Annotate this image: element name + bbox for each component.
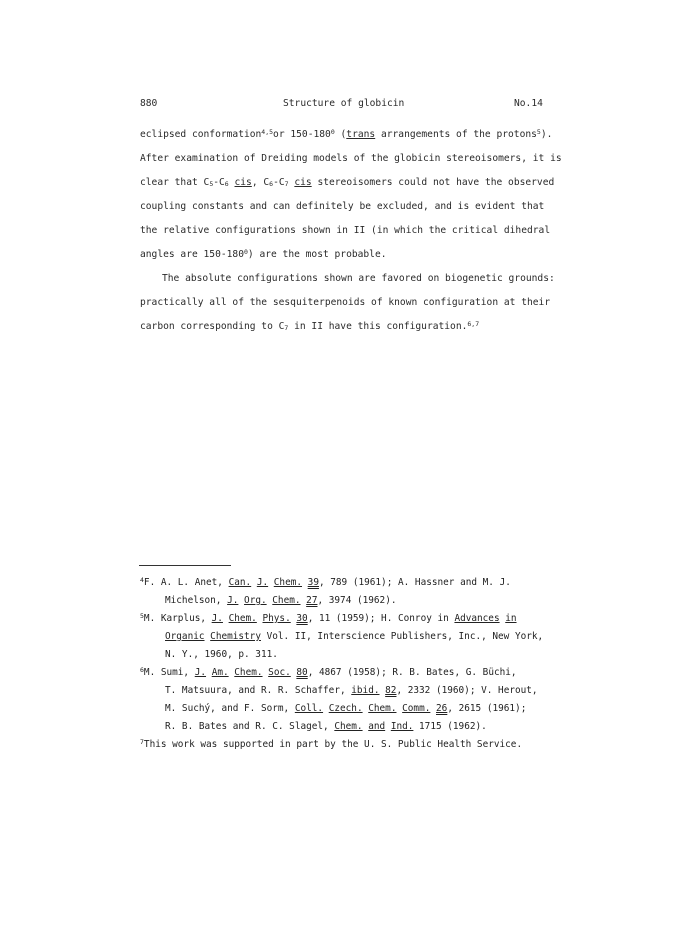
subscript: 6: [269, 180, 274, 188]
italic-term: cis: [294, 177, 312, 188]
degree: 0: [243, 248, 248, 256]
journal: Chem.: [228, 613, 257, 624]
body-line-9: [140, 321, 479, 333]
body-line-2: After examination of Dreiding models of the globicin stereoisomers, it is: [140, 153, 562, 164]
text: This work was supported in part by the U. S. Public Health Service.: [143, 739, 523, 750]
text: carbon corresponding to C: [140, 321, 285, 332]
text: , 2615 (1961);: [447, 703, 527, 714]
text: , 2332 (1960); V. Herout,: [396, 685, 538, 696]
text: M. Sumi,: [143, 667, 195, 678]
body-line-6: [140, 249, 387, 261]
text: clear that C: [140, 177, 210, 188]
italic-term: trans: [346, 129, 376, 140]
text: 1715 (1962).: [413, 721, 487, 732]
body-line-7: The absolute configurations shown are favored on biogenetic grounds:: [162, 273, 555, 284]
journal: Chem.: [234, 667, 263, 678]
text: M. Suchý, and F. Sorm,: [165, 703, 295, 714]
journal: Phys.: [262, 613, 291, 624]
footnote-6-line-3: [165, 703, 526, 715]
journal: Org.: [244, 595, 267, 606]
journal: ibid.: [351, 685, 380, 696]
journal: J.: [211, 613, 223, 624]
text: M. Karplus,: [143, 613, 212, 624]
italic-term: cis: [234, 177, 252, 188]
footnote-6-line-4: [165, 721, 487, 733]
journal: Chem.: [273, 577, 303, 588]
volume: 26: [436, 703, 448, 714]
volume: 30: [296, 613, 308, 624]
text: , 3974 (1962).: [317, 595, 397, 606]
volume: 80: [296, 667, 308, 678]
book-title: in: [505, 613, 517, 624]
citation: 5: [536, 128, 541, 136]
running-title: Structure of globicin: [283, 98, 405, 109]
text: , C: [251, 177, 270, 188]
book-title: Chemistry: [210, 631, 261, 642]
subscript: 6: [224, 180, 229, 188]
body-line-3: [140, 177, 554, 189]
journal: J.: [194, 667, 207, 678]
subscript: 7: [284, 180, 289, 188]
journal: Chem.: [334, 721, 363, 732]
text: , 789 (1961); A. Hassner and M. J.: [318, 577, 511, 588]
text: or 150-180: [273, 129, 331, 140]
journal: and: [368, 721, 386, 732]
journal: Comm.: [402, 703, 431, 714]
body-line-8: practically all of the sesquiterpenoids of known configuration at their: [140, 297, 551, 308]
subscript: 5: [209, 180, 214, 188]
footnote-5-line-1: [140, 613, 517, 625]
text: -C: [273, 177, 285, 188]
text: T. Matsuura, and R. R. Schaffer,: [165, 685, 352, 696]
footnote-6-line-2: [165, 685, 538, 697]
footnote-4-line-1: [140, 577, 511, 589]
text: , 4867 (1958); R. B. Bates, G. Büchi,: [307, 667, 517, 678]
footnote-4-line-2: [165, 595, 397, 607]
text: ) are the most probable.: [247, 249, 387, 260]
text: , 11 (1959); H. Conroy in: [307, 613, 455, 624]
text: (: [334, 129, 347, 140]
issue-number: No.14: [514, 98, 543, 109]
journal: Chem.: [368, 703, 397, 714]
text: -C: [213, 177, 225, 188]
journal: Can.: [228, 577, 252, 588]
footnote-6-line-1: [140, 667, 517, 679]
journal: Am.: [211, 667, 229, 678]
footnote-mark: 4: [140, 576, 144, 584]
text: R. B. Bates and R. C. Slagel,: [165, 721, 335, 732]
text: angles are 150-180: [140, 249, 244, 260]
journal: Ind.: [390, 721, 414, 732]
footnote-5-line-2: [165, 631, 543, 643]
book-title: Advances: [454, 613, 500, 624]
volume: 39: [307, 577, 319, 588]
book-title: Organic: [165, 631, 205, 642]
footnote-rule: [139, 565, 231, 566]
journal: J.: [256, 577, 269, 588]
page-number: 880: [140, 98, 158, 109]
footnote-5-line-3: N. Y., 1960, p. 311.: [165, 649, 278, 660]
text: Vol. II, Interscience Publishers, Inc., New York,: [260, 631, 544, 642]
text: eclipsed conformation: [140, 129, 262, 140]
body-line-5: the relative configurations shown in II (in which the critical dihedral: [140, 225, 551, 236]
journal: Czech.: [328, 703, 363, 714]
footnote-mark: 6: [140, 666, 144, 674]
citation: 6,7: [467, 320, 480, 328]
text: Michelson,: [165, 595, 228, 606]
journal: J.: [227, 595, 239, 606]
degree: 0: [330, 128, 335, 136]
footnote-7: [140, 739, 522, 751]
volume: 27: [306, 595, 318, 606]
text: in II have this configuration.: [288, 321, 468, 332]
journal: Chem.: [272, 595, 301, 606]
text: arrangements of the protons: [375, 129, 537, 140]
journal: Soc.: [268, 667, 291, 678]
subscript: 7: [284, 324, 289, 332]
journal: Coll.: [294, 703, 324, 714]
footnote-mark: 7: [140, 738, 144, 746]
volume: 82: [385, 685, 397, 696]
footnote-mark: 5: [140, 612, 144, 620]
text: stereoisomers could not have the observed: [311, 177, 555, 188]
text: F. A. L. Anet,: [143, 577, 229, 588]
text: ).: [540, 129, 553, 140]
body-line-4: coupling constants and can definitely be excluded, and is evident that: [140, 201, 545, 212]
citation: 4,5: [261, 128, 274, 136]
body-line-1: [140, 129, 552, 141]
